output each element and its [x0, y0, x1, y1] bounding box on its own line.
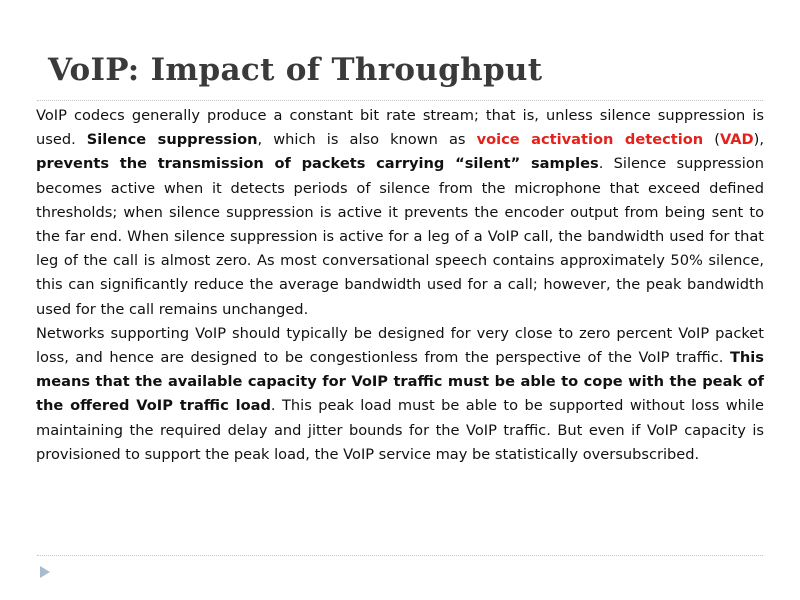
- triangle-bullet-icon: [40, 566, 50, 578]
- text-segment: Networks supporting VoIP should typically be designed for very close to zero percent VoIP packet loss, and hence are designed to be congestionless from the perspective of the VoIP traffic.: [36, 324, 764, 367]
- text-segment: . This peak load must be able to be supported without loss while maintaining the required delay and jitter bounds for the VoIP traffic. But even if VoIP capacity is provisioned to support the peak load, the VoIP service may be statistically oversubscribed.: [36, 397, 765, 463]
- term-vad: VAD: [719, 131, 754, 149]
- text-segment: ),: [753, 131, 764, 149]
- text-segment: (: [703, 131, 720, 149]
- emphasis-capacity-requirement: This means that the available capacity for VoIP traffic must be able to cope with the peak of the offered VoIP traffic load: [36, 349, 764, 415]
- slide-body: [36, 104, 764, 467]
- paragraph-network-capacity: [36, 322, 764, 467]
- slide-title: VoIP: Impact of Throughput: [48, 52, 543, 88]
- term-voice-activation-detection: voice activation detection: [476, 131, 704, 149]
- title-divider: [37, 100, 763, 101]
- footer-divider: [37, 555, 763, 556]
- text-segment: VoIP codecs generally produce a constant bit rate stream; that is, unless silence suppression is used.: [36, 107, 764, 149]
- term-silence-suppression: Silence suppression: [86, 131, 258, 149]
- emphasis-prevents-transmission: prevents the transmission of packets carrying “silent” samples: [36, 155, 599, 173]
- text-segment: . Silence suppression becomes active when it detects periods of silence from the microphone that exceed defined thresholds; when silence suppression is active it prevents the encoder output from being sent to the far end. When silence suppression is active for a leg of a VoIP call, the bandwidth used for that leg of the call is almost zero. As most conversational speech contains approximately 50% silence, this can significantly reduce the average bandwidth used for a call; however, the peak bandwidth used for the call remains unchanged.: [36, 155, 765, 318]
- paragraph-silence-suppression: [36, 104, 764, 322]
- text-segment: , which is also known as: [257, 131, 477, 149]
